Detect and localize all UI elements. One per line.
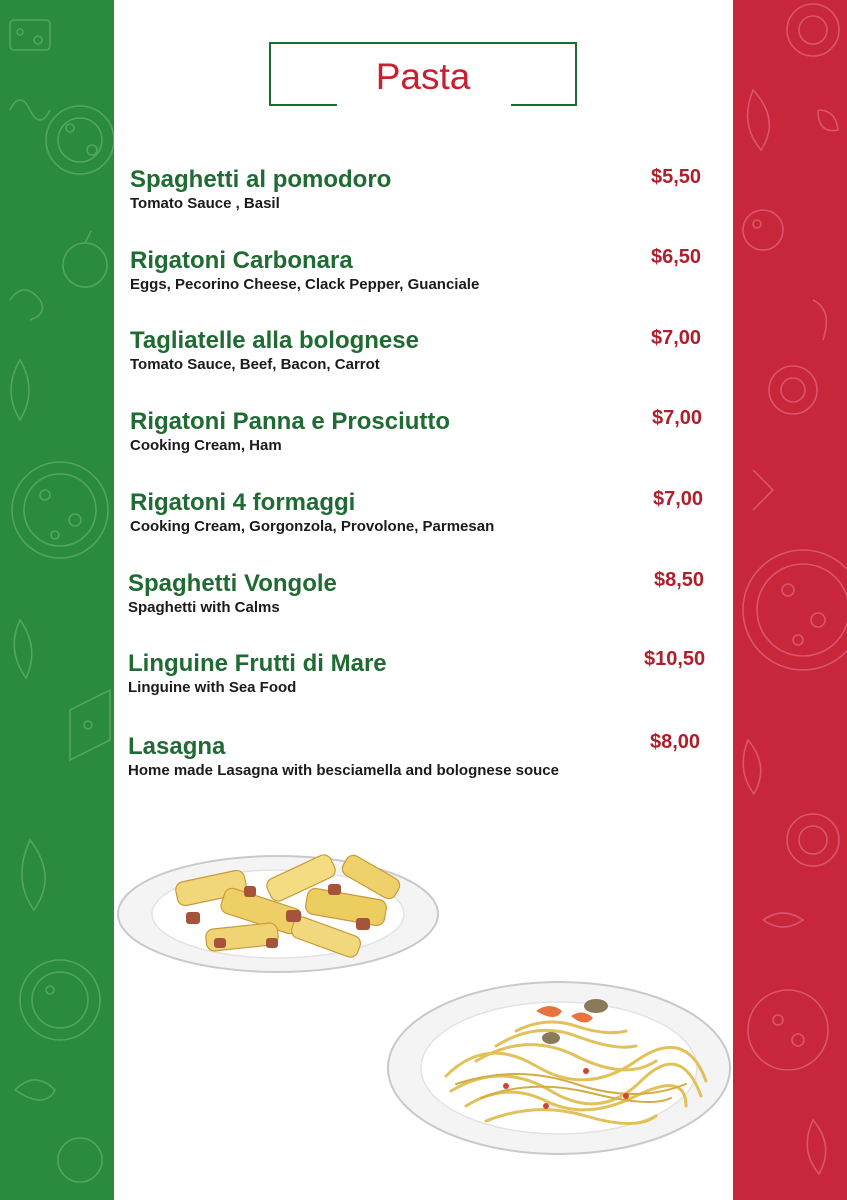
menu-item bbox=[130, 327, 419, 375]
menu-item-description: Tomato Sauce , Basil bbox=[130, 195, 280, 212]
left-green-band bbox=[0, 0, 114, 1200]
menu-item-description: Eggs, Pecorino Cheese, Clack Pepper, Guanciale bbox=[130, 276, 480, 293]
menu-item-name: Lasagna bbox=[128, 733, 226, 760]
menu-item-price: $10,50 bbox=[644, 648, 706, 670]
menu-item-description: Tomato Sauce, Beef, Bacon, Carrot bbox=[130, 356, 380, 373]
linguine-plate-image bbox=[386, 976, 732, 1163]
title-frame-gap bbox=[337, 100, 511, 114]
menu-item-price: $5,50 bbox=[651, 166, 702, 188]
menu-item-price: $7,00 bbox=[651, 327, 702, 349]
menu-item bbox=[130, 166, 391, 214]
menu-item-name: Linguine Frutti di Mare bbox=[128, 650, 387, 677]
menu-item bbox=[128, 733, 559, 781]
menu-item-description: Spaghetti with Calms bbox=[128, 599, 280, 616]
menu-item-description: Linguine with Sea Food bbox=[128, 679, 297, 696]
food-doodle-pattern-icon bbox=[733, 0, 847, 1200]
menu-item bbox=[130, 247, 479, 295]
linguine-plate-icon bbox=[386, 976, 732, 1158]
menu-item bbox=[130, 408, 450, 456]
page-title: Pasta bbox=[375, 56, 471, 97]
menu-item-name: Rigatoni Carbonara bbox=[130, 247, 353, 274]
menu-item-price: $7,00 bbox=[652, 407, 703, 429]
menu-item-description: Cooking Cream, Ham bbox=[130, 437, 282, 454]
rigatoni-plate-image bbox=[116, 846, 440, 981]
menu-item bbox=[128, 650, 387, 698]
menu-item bbox=[130, 489, 494, 537]
menu-item-name: Spaghetti Vongole bbox=[128, 570, 337, 597]
rigatoni-plate-icon bbox=[116, 846, 440, 976]
right-red-band bbox=[733, 0, 847, 1200]
menu-item bbox=[128, 570, 337, 618]
menu-item-price: $8,00 bbox=[650, 731, 701, 753]
menu-item-price: $7,00 bbox=[653, 488, 704, 510]
menu-item-name: Rigatoni Panna e Prosciutto bbox=[130, 408, 451, 435]
menu-item-price: $8,50 bbox=[654, 569, 705, 591]
menu-item-name: Tagliatelle alla bolognese bbox=[130, 327, 419, 354]
menu-item-name: Rigatoni 4 formaggi bbox=[130, 489, 356, 516]
menu-item-description: Cooking Cream, Gorgonzola, Provolone, Parmesan bbox=[130, 518, 495, 535]
menu-item-description: Home made Lasagna with besciamella and bolognese souce bbox=[128, 762, 559, 779]
menu-item-name: Spaghetti al pomodoro bbox=[130, 166, 392, 193]
food-doodle-pattern-icon bbox=[0, 0, 114, 1200]
menu-item-price: $6,50 bbox=[651, 246, 702, 268]
